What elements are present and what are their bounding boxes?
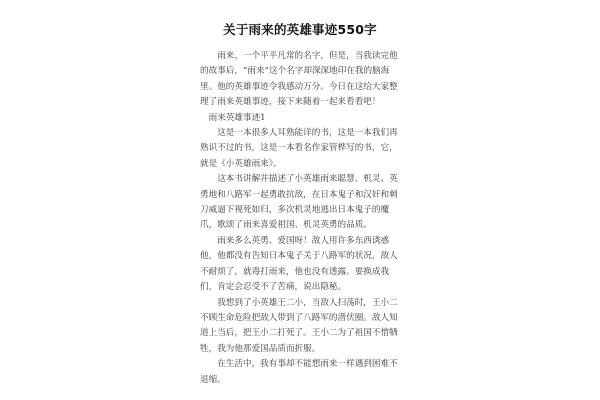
intro-paragraph: 雨来，一个平平凡常的名字，但是，当我读完他的故事后，“雨来”这个名字却深深地印在我的脑海里。他的英雄事迹令我感动万分。今日在这给大家整理了雨来英雄事迹，接下来随着一起来看看吧！ <box>200 51 398 108</box>
section-heading: 雨来英雄事迹1 <box>208 112 266 123</box>
body-paragraph: 这是一本很多人耳熟能详的书，这是一本我们再熟识不过的书，这是一本看名作家管桦写的书，它，就是《小英雄雨来》。 <box>200 128 398 169</box>
document-title: 关于雨来的英雄事迹550字 <box>223 22 377 37</box>
body-paragraph: 雨来多么英勇、爱国呀！敌人用许多东西诱惑他，他都没有告知日本鬼子关于八路军的状况，敌人不耐烦了，就毒打雨来，他也没有透露。要换成我们，肯定会忍受不了苦痛，说出隐秘。 <box>200 235 398 293</box>
body-paragraph: 这本书讲解并描述了小英雄雨来聪慧、机灵、英勇地和八路军一起勇敢抗敌，在日本鬼子和汉奸和刺刀威逼下视死如归，多次机灵地逃出日本鬼子的魔爪，歌颂了雨来喜爱祖国、机灵英勇的品质。 <box>200 174 398 231</box>
document-body <box>200 49 402 388</box>
body-paragraph: 在生活中，我有事却不能想雨来一样遇到困难不退缩。 <box>200 359 398 385</box>
body-paragraph: 我想到了小英雄王二小，当敌人扫荡时，王小二不顾生命危险把敌人带到了八路军的潜伏圈。敌人知道上当后，把王小二打死了。王小二为了祖国不惜牺牲，我为他那爱国品质而折服。 <box>200 297 398 354</box>
